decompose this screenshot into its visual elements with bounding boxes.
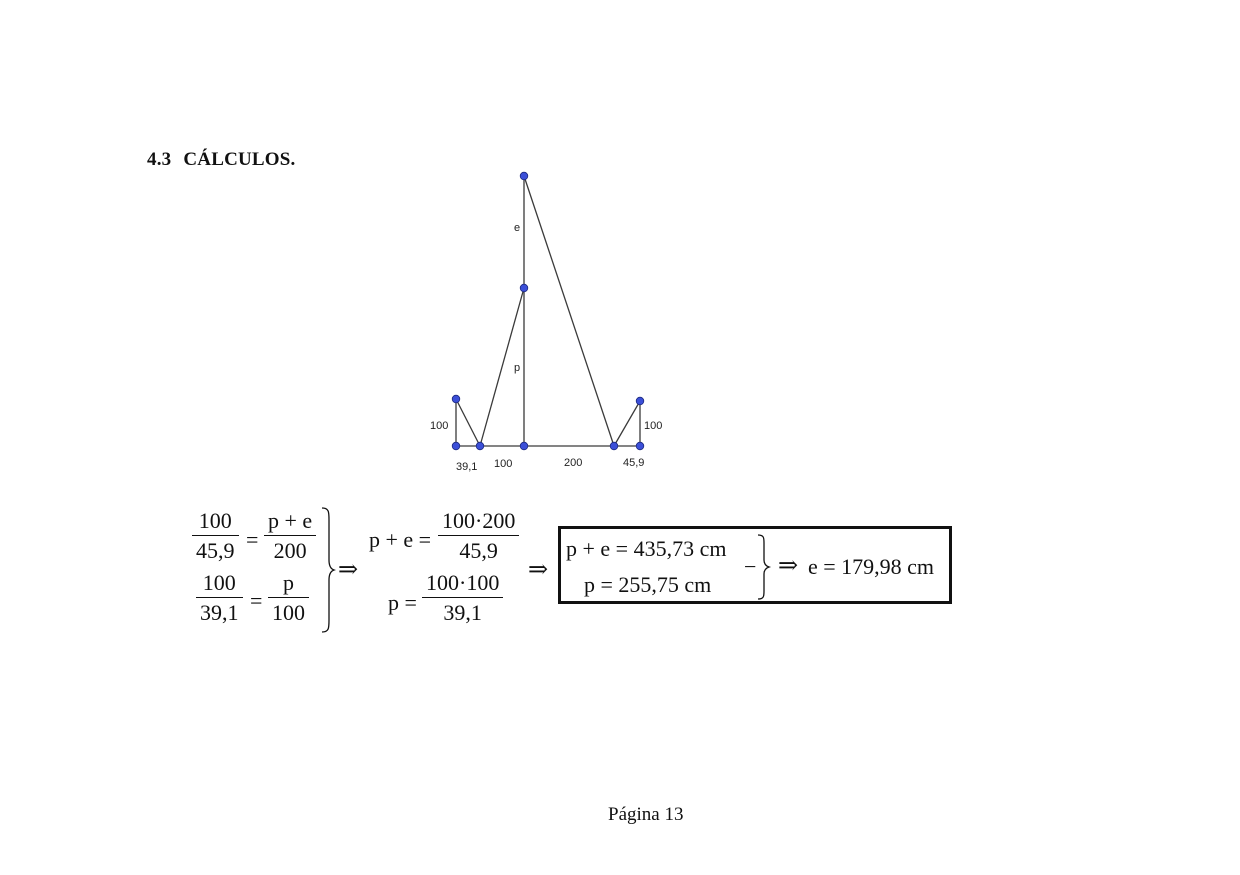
right-brace-icon xyxy=(756,533,772,601)
eq2-rhs-denominator: 100 xyxy=(272,600,305,625)
implies-arrow-3: ⇒ xyxy=(778,553,799,579)
section-number: 4.3 xyxy=(147,149,172,170)
eq2-lhs-denominator: 39,1 xyxy=(200,600,239,625)
page-footer: Página 13 xyxy=(608,804,684,825)
eq2-equals: = xyxy=(250,588,263,613)
minus-sign: − xyxy=(744,554,757,579)
eq1-equals: = xyxy=(246,527,259,552)
eq1-rhs-numerator: p + e xyxy=(268,508,313,533)
label-left-height: 100 xyxy=(430,420,449,432)
label-mid-right-base: 200 xyxy=(564,457,583,469)
eq1-lhs-denominator: 45,9 xyxy=(196,538,235,563)
label-right-base: 45,9 xyxy=(623,457,645,469)
label-right-height: 100 xyxy=(644,420,663,432)
eq1-lhs-fraction xyxy=(192,510,239,562)
section-title: CÁLCULOS. xyxy=(183,149,296,170)
eq2-lhs-numerator: 100 xyxy=(202,570,236,595)
label-mid-left-base: 100 xyxy=(494,458,513,470)
label-p: p xyxy=(514,362,521,374)
label-e: e xyxy=(514,222,521,234)
implies-arrow-2: ⇒ xyxy=(528,557,549,583)
eq2-rhs-fraction xyxy=(268,572,309,624)
step2a-numerator: 100·200 xyxy=(442,508,516,533)
step2a-denominator: 45,9 xyxy=(459,538,498,563)
step2b-lhs: p = xyxy=(388,590,417,615)
eq1-rhs-fraction xyxy=(264,510,316,562)
step2b-numerator: 100·100 xyxy=(426,570,500,595)
eq2-rhs-numerator: p xyxy=(283,570,294,595)
label-left-base: 39,1 xyxy=(456,461,478,473)
final-result: e = 179,98 cm xyxy=(808,554,935,579)
implies-arrow-1: ⇒ xyxy=(338,557,359,583)
eq2-lhs-fraction xyxy=(196,572,243,624)
eq1-lhs-numerator: 100 xyxy=(198,508,232,533)
step2b-fraction xyxy=(422,572,503,624)
result-p: p = 255,75 cm xyxy=(584,572,712,597)
result-p-plus-e: p + e = 435,73 cm xyxy=(566,536,727,561)
step2b-denominator: 39,1 xyxy=(443,600,482,625)
eq1-rhs-denominator: 200 xyxy=(273,538,307,563)
step2a-fraction xyxy=(438,510,519,562)
right-brace-icon xyxy=(320,506,336,634)
step2a-lhs: p + e = xyxy=(369,527,432,552)
